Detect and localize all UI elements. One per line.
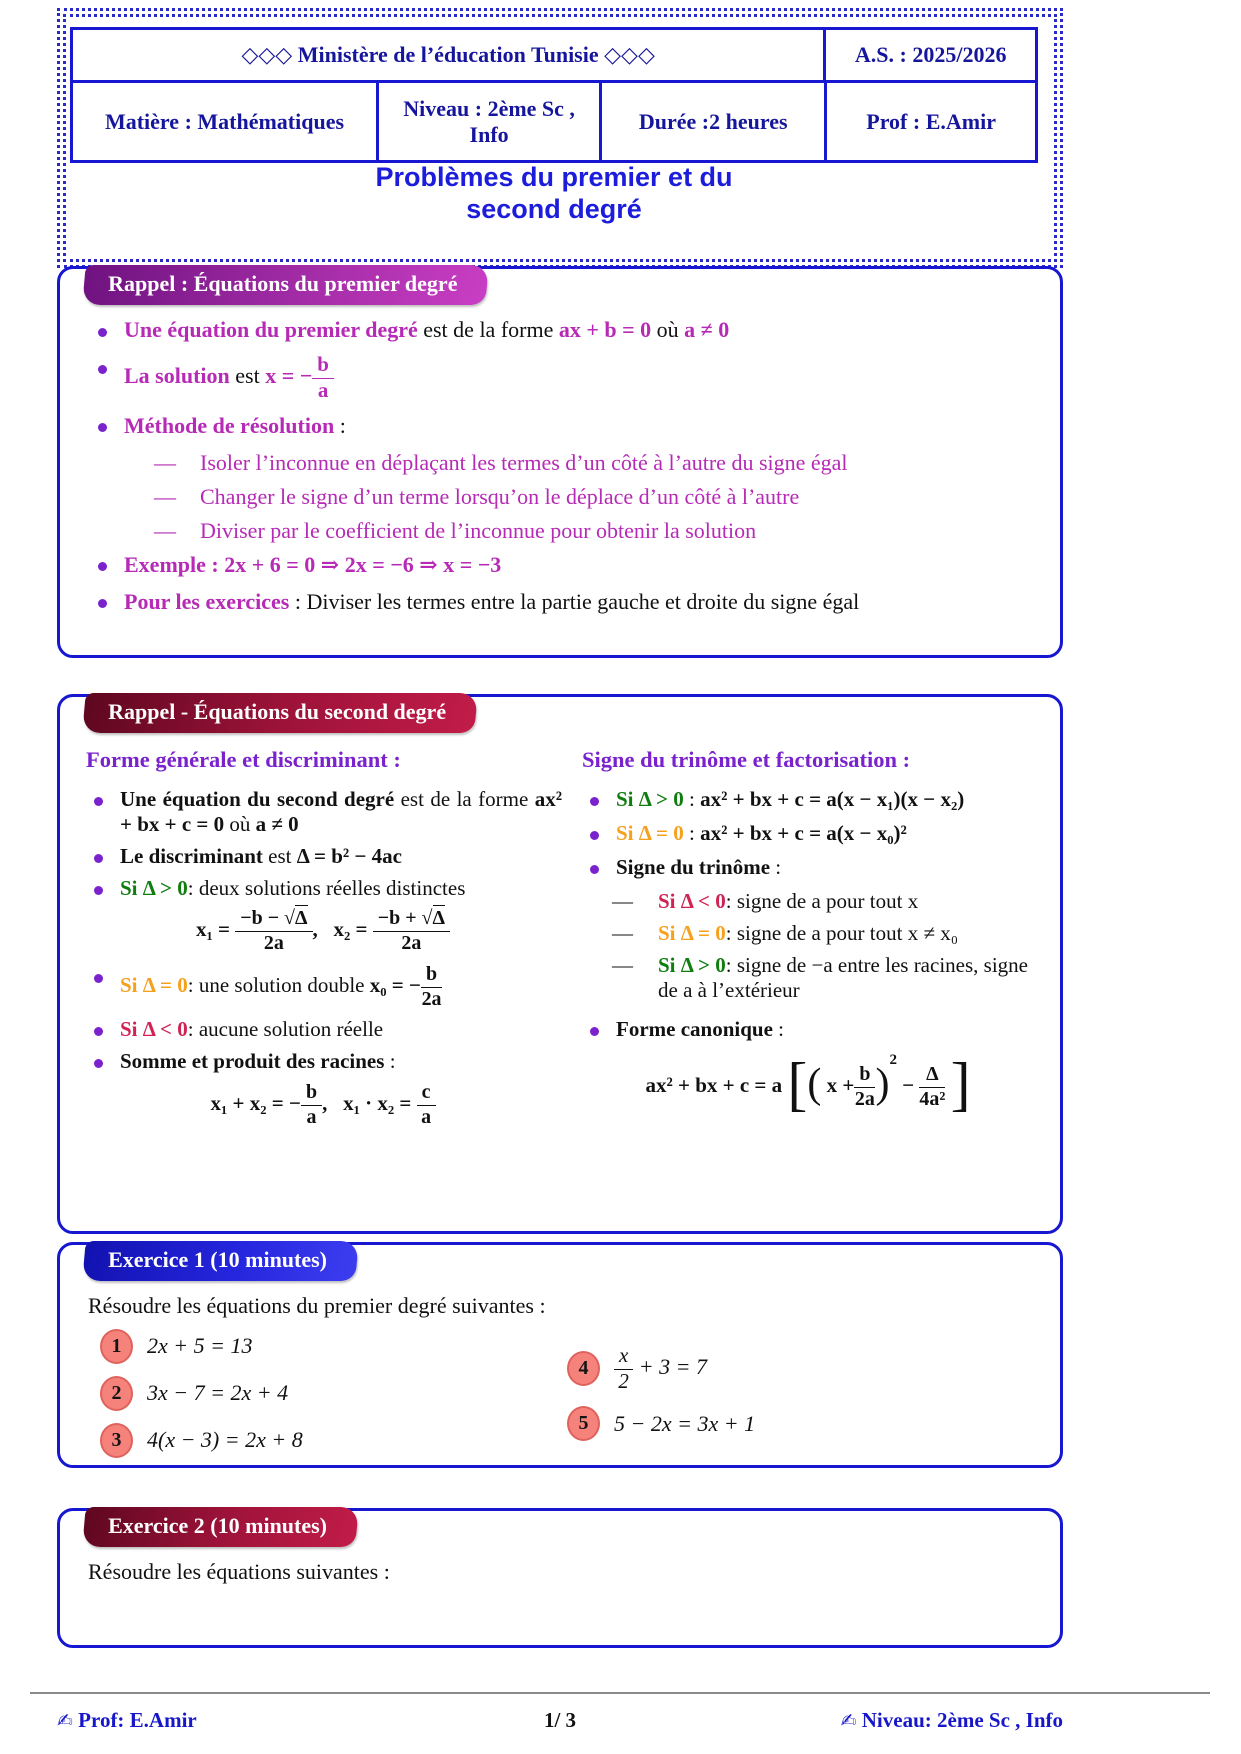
- exercice1-badge-label: Exercice 1 (10 minutes): [108, 1247, 328, 1272]
- section2-columns: [60, 733, 1060, 1128]
- x1-denominator: 2a: [263, 931, 284, 954]
- delta-positive-label: Si Δ > 0: [120, 876, 188, 900]
- header-row-1: [73, 30, 1035, 80]
- sqrt-delta: Δ: [295, 907, 308, 929]
- delta-positive-text: : deux solutions réelles distinctes: [187, 876, 466, 900]
- item-number-badge: 5: [567, 1406, 600, 1441]
- definition-condition: a ≠ 0: [684, 317, 730, 342]
- somme-lhs: x₁ + x₂ = −: [210, 1090, 301, 1115]
- produit-lhs: x₁ · x₂ =: [343, 1090, 412, 1115]
- somme-produit-colon: :: [389, 1048, 396, 1073]
- delta-negative-text: : aucune solution réelle: [187, 1016, 384, 1041]
- sqrt-delta-2: Δ: [432, 907, 445, 929]
- definition-label: Une équation du premier degré: [124, 317, 418, 342]
- def2-text: est de la forme: [400, 787, 529, 811]
- fraction-numerator: b: [312, 354, 334, 379]
- forme-canonique-colon: :: [778, 1017, 784, 1041]
- equation-text: 3x − 7 = 2x + 4: [147, 1380, 289, 1405]
- signe-neg-label: Si Δ < 0: [658, 889, 726, 913]
- x1-num-text: −b − √: [240, 907, 295, 929]
- discriminant-math: Δ = b² − 4ac: [296, 844, 402, 868]
- header-row-2: [73, 80, 1035, 160]
- pour-exercices-label: Pour les exercices: [124, 588, 290, 614]
- x1-lhs: x₁ =: [196, 916, 231, 941]
- school-year-cell: A.S. : 2025/2026: [823, 30, 1035, 80]
- somme-produit-label: Somme et produit des racines: [120, 1048, 385, 1073]
- right-square-bracket: ]: [950, 1050, 971, 1117]
- signe-case-zero: [612, 921, 1036, 946]
- signe-pos-text: : signe de −a entre les racines, signe de a à l’extérieur: [658, 953, 1028, 1002]
- forme-canonique-label: Forme canonique: [616, 1017, 773, 1041]
- subject-cell: Matière : Mathématiques: [104, 108, 345, 134]
- section1-badge-label: Rappel : Équations du premier degré: [108, 271, 458, 296]
- equation-item-2: [100, 1374, 567, 1412]
- line-factorisation-zero: [580, 821, 1036, 846]
- left-column-heading: Forme générale et discriminant :: [86, 747, 401, 772]
- section2-badge: [82, 693, 478, 733]
- exercice1-left-column: [100, 1327, 567, 1468]
- canonical-num-2: Δ: [919, 1064, 945, 1088]
- equation-text: 5 − 2x = 3x + 1: [614, 1410, 756, 1436]
- signe-neg-text: : signe de a pour tout x: [725, 889, 919, 913]
- produit-numerator: c: [417, 1082, 436, 1106]
- line-delta-zero: [84, 964, 562, 1010]
- canonical-x-plus: x +: [826, 1072, 855, 1097]
- definition-math: ax + b = 0: [558, 317, 652, 342]
- canonical-den-1: 2a: [854, 1087, 875, 1110]
- line-exemple: [88, 552, 1032, 578]
- somme-fraction: [301, 1082, 322, 1128]
- def2-condition: a ≠ 0: [255, 812, 299, 836]
- column-forme-generale: [84, 745, 562, 1128]
- canonical-formula: [580, 1050, 1036, 1117]
- fraction-denominator: a: [317, 377, 329, 402]
- item-number-badge: 2: [100, 1376, 133, 1411]
- equation-text: [614, 1345, 707, 1393]
- x2-denominator: 2a: [401, 931, 422, 954]
- canonical-fraction-1: [854, 1064, 875, 1110]
- line-delta-negative: [84, 1017, 562, 1042]
- line-second-degree-definition: [84, 787, 562, 837]
- equation-item-5: [567, 1405, 1034, 1443]
- signe-case-positive: [612, 953, 1036, 1003]
- signe-trinome-label: Signe du trinôme: [616, 855, 771, 879]
- item-number-badge: 4: [567, 1351, 600, 1386]
- somme-numerator: b: [301, 1082, 322, 1106]
- exercice2-badge: [82, 1507, 358, 1547]
- fraction-numerator: x: [614, 1345, 633, 1370]
- x0-numerator: b: [421, 964, 442, 988]
- pen-icon: ✍: [57, 1710, 73, 1732]
- canonical-den-2: 4a²: [919, 1087, 946, 1110]
- left-paren: (: [807, 1060, 822, 1107]
- line-discriminant: [84, 844, 562, 869]
- item-number-badge: 3: [100, 1423, 133, 1458]
- fact-pos-colon: :: [689, 787, 695, 811]
- footer-niveau-text: Niveau: 2ème Sc , Info: [861, 1708, 1063, 1732]
- discriminant-label: Le discriminant: [120, 844, 263, 868]
- delta-zero-label: Si Δ = 0: [120, 972, 188, 997]
- equation-text: 4(x − 3) = 2x + 8: [147, 1427, 303, 1452]
- x2-fraction: [373, 908, 450, 954]
- canonical-fraction-2: [919, 1064, 945, 1110]
- signe-zero-label: Si Δ = 0: [658, 921, 726, 945]
- page-number: 1/ 3: [543, 1708, 577, 1732]
- line-forme-canonique: [580, 1017, 1036, 1042]
- header-table: [70, 27, 1038, 163]
- exercice2-badge-label: Exercice 2 (10 minutes): [108, 1513, 328, 1538]
- line-delta-positive: [84, 876, 562, 901]
- fact-zero-label: Si Δ = 0: [616, 821, 684, 845]
- section-rappel-second-degre: [57, 694, 1063, 1234]
- pour-exercices-text: : Diviser les termes entre la partie gauche et droite du signe égal: [294, 588, 860, 614]
- level-cell: Niveau : 2ème Sc , Info: [376, 83, 599, 160]
- somme-produit-formula: [84, 1082, 562, 1128]
- delta-negative-label: Si Δ < 0: [120, 1016, 188, 1041]
- solution-text: est: [235, 362, 260, 388]
- def2-bold: Une équation du second degré: [120, 787, 395, 811]
- equation-fraction: [614, 1345, 633, 1393]
- canonical-lhs: ax² + bx + c = a: [645, 1072, 783, 1097]
- exercice1-columns: [60, 1327, 1060, 1468]
- exercice1-right-column: [567, 1327, 1034, 1468]
- roots-comma: ,: [312, 916, 318, 941]
- methode-label: Méthode de résolution: [124, 412, 335, 438]
- x1-fraction: [235, 908, 312, 954]
- fraction-denominator: 2: [618, 1368, 629, 1393]
- canonical-num-1: b: [854, 1064, 875, 1088]
- signe-trinome-colon: :: [775, 855, 782, 879]
- exam-title-text: Problèmes du premier et du second degré: [375, 162, 733, 225]
- footer-prof: [57, 1708, 197, 1732]
- line-pour-exercices: [88, 589, 1032, 615]
- definition-ou: où: [656, 317, 679, 342]
- exercice2-intro: Résoudre les équations suivantes :: [88, 1559, 390, 1584]
- solution-label: La solution: [124, 362, 230, 388]
- section-exercice-2: [57, 1508, 1063, 1648]
- canonical-minus: −: [902, 1072, 915, 1097]
- roots-formula: [84, 908, 562, 954]
- delta-zero-text: : une solution double: [187, 972, 365, 997]
- line-solution: [88, 354, 1032, 402]
- footer: [57, 1708, 1063, 1733]
- item-number-badge: 1: [100, 1329, 133, 1364]
- duration-cell: Durée :2 heures: [599, 83, 824, 160]
- methode-colon: :: [339, 412, 346, 438]
- pen-icon: ✍: [840, 1710, 857, 1732]
- signe-pos-label: Si Δ > 0: [658, 953, 726, 977]
- solution-fraction: [312, 354, 334, 402]
- section1-content: [60, 305, 1060, 615]
- section-exercice-1: [57, 1242, 1063, 1468]
- section1-badge: [82, 265, 489, 305]
- left-square-bracket: [: [787, 1050, 808, 1117]
- exercice1-intro: Résoudre les équations du premier degré suivantes :: [88, 1293, 546, 1318]
- def2-ou: où: [229, 812, 251, 836]
- equation-rest: + 3 = 7: [638, 1353, 707, 1379]
- footer-prof-text: Prof: E.Amir: [78, 1708, 197, 1732]
- exemple-colon: :: [211, 551, 219, 577]
- equation-item-4: [567, 1345, 1034, 1393]
- teacher-cell: Prof : E.Amir: [824, 83, 1035, 160]
- equation-item-1: [100, 1327, 567, 1365]
- produit-fraction: [417, 1082, 436, 1128]
- solution-math: [265, 352, 334, 402]
- line-signe-trinome: [580, 855, 1036, 880]
- ministry-cell: ◇◇◇ Ministère de l’éducation Tunisie ◇◇◇: [241, 42, 655, 67]
- x2-lhs: x₂ =: [333, 916, 368, 941]
- methode-step-1: — Isoler l’inconnue en déplaçant les termes d’un côté à l’autre du signe égal: [154, 450, 1032, 476]
- line-factorisation-positive: [580, 787, 1036, 812]
- exam-title: [70, 161, 1038, 226]
- line-somme-produit: [84, 1049, 562, 1074]
- line-methode: [88, 413, 1032, 439]
- x0-denominator: 2a: [421, 987, 442, 1010]
- x2-numerator: [373, 908, 450, 932]
- somme-denominator: a: [306, 1105, 317, 1128]
- discriminant-text: est: [268, 844, 292, 868]
- produit-denominator: a: [421, 1105, 432, 1128]
- definition-text: est de la forme: [423, 317, 554, 342]
- column-signe-trinome: [580, 745, 1036, 1128]
- fact-zero-math: ax² + bx + c = a(x − x₀)²: [700, 821, 907, 845]
- signe-zero-text: : signe de a pour tout x ≠ x₀: [725, 921, 959, 945]
- header-dotted-frame: [57, 8, 1063, 268]
- exercice1-badge: [82, 1241, 358, 1281]
- x0-fraction: [421, 964, 442, 1010]
- solution-math-pre: x = −: [265, 362, 313, 388]
- fact-pos-label: Si Δ > 0: [616, 787, 684, 811]
- canonical-power: 2: [889, 1051, 897, 1068]
- right-paren: ): [875, 1060, 890, 1107]
- footer-divider: [30, 1692, 1210, 1694]
- section-rappel-premier-degre: [57, 266, 1063, 658]
- x1-numerator: [235, 908, 312, 932]
- fact-zero-colon: :: [689, 821, 695, 845]
- x2-num-text: −b + √: [377, 907, 433, 929]
- fact-pos-math: ax² + bx + c = a(x − x₁)(x − x₂): [700, 787, 965, 811]
- exemple-label: Exemple: [124, 551, 206, 577]
- x0-pre: x₀ = −: [369, 972, 421, 997]
- right-column-heading: Signe du trinôme et factorisation :: [582, 747, 911, 772]
- somme-comma: ,: [322, 1090, 328, 1115]
- line-equation-definition: [88, 317, 1032, 343]
- exemple-math: 2x + 6 = 0 ⇒ 2x = −6 ⇒ x = −3: [224, 551, 502, 577]
- x0-math: [369, 962, 442, 1010]
- methode-step-3: — Diviser par le coefficient de l’inconnue pour obtenir la solution: [154, 518, 1032, 544]
- footer-niveau: [841, 1708, 1063, 1733]
- def2-math: ax² + bx + c = 0: [120, 787, 563, 836]
- methode-step-2: — Changer le signe d’un terme lorsqu’on le déplace d’un côté à l’autre: [154, 484, 1032, 510]
- equation-item-3: [100, 1421, 567, 1459]
- signe-case-negative: [612, 889, 1036, 914]
- equation-text: 2x + 5 = 13: [147, 1333, 253, 1358]
- section2-badge-label: Rappel - Équations du second degré: [108, 699, 447, 724]
